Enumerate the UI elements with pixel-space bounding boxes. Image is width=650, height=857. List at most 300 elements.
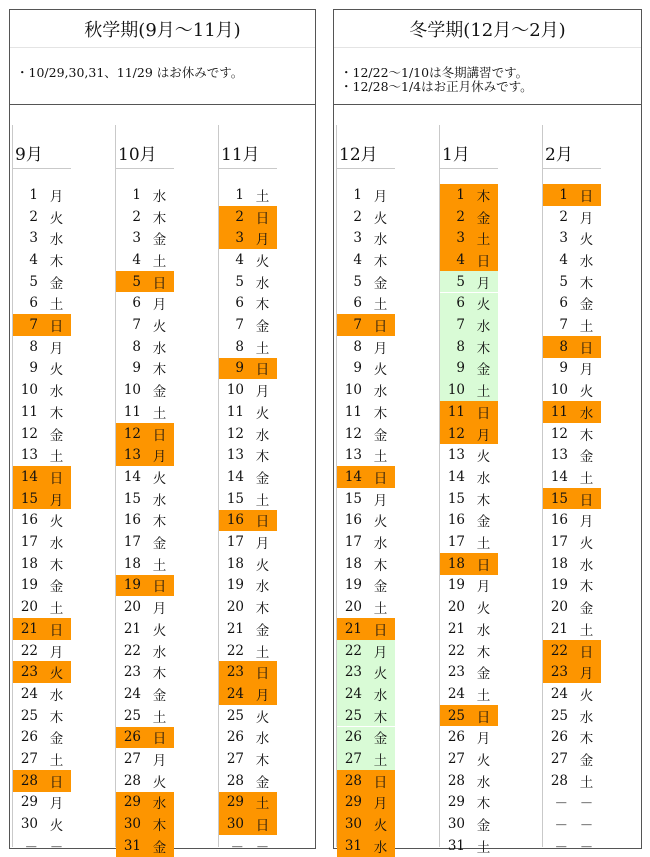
day-row [440, 640, 498, 662]
day-number: 20 [447, 599, 465, 616]
day-number: 7 [353, 317, 362, 334]
day-weekday: 木 [373, 253, 388, 270]
day-number: 8 [132, 338, 141, 355]
day-number: 13 [123, 447, 141, 464]
day-row [116, 249, 174, 271]
day-number: 17 [123, 534, 141, 551]
day-row [543, 271, 601, 293]
day-row [219, 640, 277, 662]
day-row [13, 553, 71, 575]
day-number: 6 [456, 295, 465, 312]
day-row [543, 553, 601, 575]
day-weekday: 日 [255, 362, 270, 379]
day-row [543, 379, 601, 401]
day-row [543, 683, 601, 705]
day-row-winter-course [337, 683, 395, 705]
day-row [13, 813, 71, 835]
day-weekday: 火 [476, 753, 491, 770]
day-row [543, 227, 601, 249]
day-number: 8 [235, 338, 244, 355]
day-weekday: 土 [579, 622, 594, 639]
day-row [337, 358, 395, 380]
day-weekday: 金 [373, 275, 388, 292]
day-row-holiday [543, 488, 601, 510]
day-number: 11 [344, 403, 362, 420]
day-number: 25 [123, 707, 141, 724]
day-row [116, 510, 174, 532]
day-row-holiday [440, 184, 498, 206]
month-header: 10月 [116, 141, 174, 169]
day-row-holiday [116, 835, 174, 857]
day-number: 3 [456, 230, 465, 247]
day-row [116, 401, 174, 423]
day-weekday: 土 [255, 492, 270, 509]
day-row [337, 184, 395, 206]
day-number: 1 [559, 186, 568, 203]
day-row [13, 379, 71, 401]
day-weekday: 木 [373, 557, 388, 574]
day-row [543, 444, 601, 466]
day-row [219, 271, 277, 293]
day-number: 1 [132, 186, 141, 203]
day-row [219, 184, 277, 206]
day-number: － [554, 839, 568, 856]
day-row [116, 206, 174, 228]
day-weekday: 日 [152, 427, 167, 444]
day-number: 6 [559, 295, 568, 312]
day-weekday: 土 [579, 774, 594, 791]
day-weekday: 日 [255, 514, 270, 531]
day-weekday: 火 [476, 297, 491, 314]
day-number: 21 [123, 620, 141, 637]
day-row-holiday [337, 314, 395, 336]
day-row [116, 184, 174, 206]
day-row [337, 336, 395, 358]
day-weekday: 火 [373, 362, 388, 379]
day-row [116, 640, 174, 662]
day-number: 16 [123, 512, 141, 529]
day-number: 22 [123, 642, 141, 659]
day-number: 14 [20, 468, 38, 485]
day-weekday: 火 [255, 253, 270, 270]
day-row [337, 206, 395, 228]
day-row [337, 444, 395, 466]
day-weekday: 月 [255, 687, 270, 704]
day-row [116, 293, 174, 315]
day-number: 28 [20, 772, 38, 789]
day-row-holiday [219, 358, 277, 380]
day-weekday: 金 [579, 449, 594, 466]
day-weekday: 日 [476, 253, 491, 270]
winter-term-panel [333, 9, 642, 856]
day-number: 16 [20, 512, 38, 529]
day-weekday: 日 [579, 340, 594, 357]
day-weekday: 土 [152, 557, 167, 574]
day-weekday: 月 [255, 232, 270, 249]
day-weekday: 土 [373, 297, 388, 314]
day-weekday: 金 [476, 362, 491, 379]
day-weekday: 木 [373, 709, 388, 726]
day-row [219, 575, 277, 597]
day-weekday: 土 [373, 753, 388, 770]
day-number: 16 [344, 512, 362, 529]
day-row-holiday [13, 466, 71, 488]
day-number: 29 [344, 794, 362, 811]
day-number: 17 [344, 534, 362, 551]
day-row [543, 206, 601, 228]
day-weekday: 金 [152, 536, 167, 553]
day-weekday: 月 [579, 666, 594, 683]
day-row [543, 727, 601, 749]
day-weekday: 金 [49, 275, 64, 292]
day-row-holiday [337, 618, 395, 640]
day-number: 23 [226, 664, 244, 681]
day-row [337, 271, 395, 293]
day-weekday: 月 [49, 796, 64, 813]
day-number: 11 [550, 403, 568, 420]
day-weekday: 日 [49, 622, 64, 639]
day-row [440, 466, 498, 488]
day-number: 5 [353, 273, 362, 290]
day-number: 28 [550, 772, 568, 789]
day-weekday: 月 [476, 427, 491, 444]
day-number: 10 [226, 382, 244, 399]
day-weekday: 木 [49, 405, 64, 422]
day-row [219, 466, 277, 488]
day-number: 6 [132, 295, 141, 312]
day-weekday: 金 [152, 839, 167, 856]
day-number: － [554, 796, 568, 813]
day-row [337, 531, 395, 553]
day-number: 9 [559, 360, 568, 377]
day-row-holiday [116, 271, 174, 293]
day-weekday: 火 [152, 622, 167, 639]
day-weekday: 木 [255, 297, 270, 314]
day-row-holiday [337, 835, 395, 857]
day-row-winter-course [440, 379, 498, 401]
day-weekday: 金 [49, 579, 64, 596]
day-row [543, 293, 601, 315]
day-number: 1 [235, 186, 244, 203]
day-number: 7 [235, 317, 244, 334]
day-weekday: 火 [49, 818, 64, 835]
day-weekday: 月 [152, 449, 167, 466]
day-row [13, 184, 71, 206]
day-number: 28 [123, 772, 141, 789]
day-row [13, 227, 71, 249]
day-weekday: 水 [579, 709, 594, 726]
day-number: 29 [123, 794, 141, 811]
day-row [543, 575, 601, 597]
day-row [116, 618, 174, 640]
day-row [13, 206, 71, 228]
day-number: 31 [344, 837, 362, 854]
day-number: 23 [447, 664, 465, 681]
day-number: 4 [456, 251, 465, 268]
day-weekday: 土 [49, 449, 64, 466]
day-weekday: 水 [255, 427, 270, 444]
day-number: 23 [550, 664, 568, 681]
day-number: 14 [447, 468, 465, 485]
day-number: 25 [20, 707, 38, 724]
day-number: 10 [20, 382, 38, 399]
day-row [337, 510, 395, 532]
day-row [337, 249, 395, 271]
day-number: 21 [344, 620, 362, 637]
day-weekday: 火 [476, 601, 491, 618]
day-number: 7 [132, 317, 141, 334]
day-weekday: 月 [152, 601, 167, 618]
day-number: 23 [20, 664, 38, 681]
day-weekday: 日 [476, 709, 491, 726]
winter-term-title: 冬学期(12月～2月) [334, 10, 641, 48]
day-row [219, 770, 277, 792]
day-row [219, 748, 277, 770]
day-number: 18 [123, 555, 141, 572]
day-weekday: 木 [49, 709, 64, 726]
day-number: 7 [456, 317, 465, 334]
day-number: 25 [226, 707, 244, 724]
day-number: － [24, 839, 38, 856]
day-number: 2 [235, 208, 244, 225]
month-header: 1月 [440, 141, 498, 169]
day-row-winter-course [440, 314, 498, 336]
day-row-holiday [440, 227, 498, 249]
day-number: 2 [353, 208, 362, 225]
day-row [116, 531, 174, 553]
day-weekday: 木 [49, 253, 64, 270]
day-weekday: 水 [152, 796, 167, 813]
day-weekday: 木 [152, 514, 167, 531]
day-number: 24 [344, 685, 362, 702]
day-row [337, 596, 395, 618]
winter-note: ・12/28～1/4はお正月休みです。 [340, 79, 533, 94]
day-number: 14 [550, 468, 568, 485]
day-weekday: 金 [476, 210, 491, 227]
day-weekday: 月 [579, 210, 594, 227]
day-row [543, 618, 601, 640]
day-row [116, 314, 174, 336]
day-weekday: 土 [373, 449, 388, 466]
day-number: 20 [344, 599, 362, 616]
month-column-december [336, 125, 394, 856]
day-weekday: 金 [255, 774, 270, 791]
day-number: 5 [559, 273, 568, 290]
day-number: 15 [447, 490, 465, 507]
day-number: 7 [29, 317, 38, 334]
day-weekday: 金 [152, 232, 167, 249]
day-number: 5 [235, 273, 244, 290]
day-weekday: 土 [152, 253, 167, 270]
day-row-holiday [116, 792, 174, 814]
day-number: 6 [29, 295, 38, 312]
day-weekday: 水 [373, 384, 388, 401]
day-weekday: 木 [476, 796, 491, 813]
day-row [219, 379, 277, 401]
day-row-holiday [440, 705, 498, 727]
day-number: 19 [226, 577, 244, 594]
day-row-winter-course [337, 705, 395, 727]
day-weekday: 木 [152, 362, 167, 379]
day-weekday: 火 [152, 319, 167, 336]
day-row-holiday [337, 792, 395, 814]
day-weekday: 日 [579, 188, 594, 205]
day-row-holiday [440, 401, 498, 423]
day-row [440, 792, 498, 814]
day-row [219, 835, 277, 857]
day-number: 24 [20, 685, 38, 702]
day-weekday: 火 [49, 514, 64, 531]
day-number: 27 [344, 751, 362, 768]
day-weekday: 月 [49, 644, 64, 661]
day-number: 30 [123, 816, 141, 833]
month-header: 11月 [219, 141, 277, 169]
day-weekday: 金 [476, 818, 491, 835]
day-row [440, 575, 498, 597]
day-row-holiday [116, 444, 174, 466]
day-number: 16 [226, 512, 244, 529]
day-row [219, 488, 277, 510]
day-weekday: 水 [373, 687, 388, 704]
day-weekday: － [579, 796, 594, 813]
day-number: 9 [235, 360, 244, 377]
day-number: 4 [235, 251, 244, 268]
day-row-holiday [219, 813, 277, 835]
day-number: 3 [29, 230, 38, 247]
day-weekday: 土 [255, 796, 270, 813]
day-row [116, 358, 174, 380]
day-row [337, 488, 395, 510]
day-weekday: 月 [476, 579, 491, 596]
day-number: 14 [123, 468, 141, 485]
day-number: 24 [447, 685, 465, 702]
day-weekday: 木 [579, 731, 594, 748]
day-number: 26 [344, 729, 362, 746]
day-row-holiday [219, 227, 277, 249]
day-number: 19 [447, 577, 465, 594]
day-number: 3 [559, 230, 568, 247]
day-weekday: 木 [476, 340, 491, 357]
day-number: 28 [344, 772, 362, 789]
day-number: 10 [123, 382, 141, 399]
day-weekday: 水 [579, 557, 594, 574]
month-column-october [115, 125, 173, 856]
day-number: 13 [550, 447, 568, 464]
day-number: 4 [559, 251, 568, 268]
day-number: 11 [20, 403, 38, 420]
day-number: 19 [344, 577, 362, 594]
day-weekday: － [579, 839, 594, 856]
month-header: 9月 [13, 141, 71, 169]
day-weekday: 木 [373, 405, 388, 422]
day-row [337, 379, 395, 401]
day-weekday: 水 [152, 340, 167, 357]
day-weekday: 水 [476, 470, 491, 487]
day-row [543, 792, 601, 814]
day-number: 24 [226, 685, 244, 702]
day-weekday: 金 [373, 579, 388, 596]
day-number: 5 [29, 273, 38, 290]
day-number: 13 [344, 447, 362, 464]
day-row [13, 575, 71, 597]
day-row [13, 444, 71, 466]
day-weekday: － [255, 839, 270, 856]
day-weekday: 月 [152, 297, 167, 314]
day-number: 22 [447, 642, 465, 659]
day-row [219, 705, 277, 727]
day-number: 30 [344, 816, 362, 833]
day-weekday: 日 [579, 492, 594, 509]
day-weekday: 金 [476, 514, 491, 531]
day-row-holiday [543, 661, 601, 683]
day-weekday: 土 [579, 470, 594, 487]
day-number: 4 [29, 251, 38, 268]
day-weekday: 水 [373, 232, 388, 249]
day-weekday: 日 [152, 731, 167, 748]
day-number: 22 [344, 642, 362, 659]
day-weekday: 日 [476, 557, 491, 574]
day-row [219, 249, 277, 271]
day-number: 12 [123, 425, 141, 442]
day-weekday: 木 [476, 492, 491, 509]
day-weekday: 月 [49, 492, 64, 509]
day-row [543, 748, 601, 770]
day-weekday: 火 [373, 666, 388, 683]
day-weekday: 金 [579, 753, 594, 770]
day-weekday: 木 [476, 188, 491, 205]
day-number: 10 [344, 382, 362, 399]
day-row [13, 423, 71, 445]
day-weekday: 金 [255, 319, 270, 336]
day-weekday: 土 [255, 340, 270, 357]
day-weekday: 日 [49, 774, 64, 791]
day-weekday: 日 [373, 319, 388, 336]
day-row-holiday [13, 618, 71, 640]
day-number: 20 [20, 599, 38, 616]
day-weekday: 火 [255, 709, 270, 726]
day-weekday: 水 [476, 774, 491, 791]
day-row [543, 314, 601, 336]
day-number: 3 [235, 230, 244, 247]
day-row [13, 531, 71, 553]
day-weekday: 日 [49, 319, 64, 336]
month-column-november [218, 125, 276, 856]
day-number: 29 [447, 794, 465, 811]
day-weekday: 水 [476, 319, 491, 336]
day-number: 7 [559, 317, 568, 334]
day-weekday: 火 [373, 818, 388, 835]
day-number: 17 [447, 534, 465, 551]
day-weekday: 日 [49, 470, 64, 487]
day-number: 8 [559, 338, 568, 355]
day-number: 17 [226, 534, 244, 551]
day-weekday: 火 [255, 557, 270, 574]
day-weekday: 金 [49, 731, 64, 748]
day-number: 21 [447, 620, 465, 637]
day-number: 17 [550, 534, 568, 551]
day-number: 25 [344, 707, 362, 724]
day-weekday: 金 [255, 470, 270, 487]
day-row [543, 770, 601, 792]
day-weekday: 火 [579, 536, 594, 553]
day-weekday: 水 [373, 839, 388, 856]
day-number: 1 [29, 186, 38, 203]
day-weekday: 水 [373, 536, 388, 553]
day-weekday: 月 [373, 644, 388, 661]
day-number: 30 [20, 816, 38, 833]
day-weekday: 日 [255, 818, 270, 835]
day-row [219, 314, 277, 336]
